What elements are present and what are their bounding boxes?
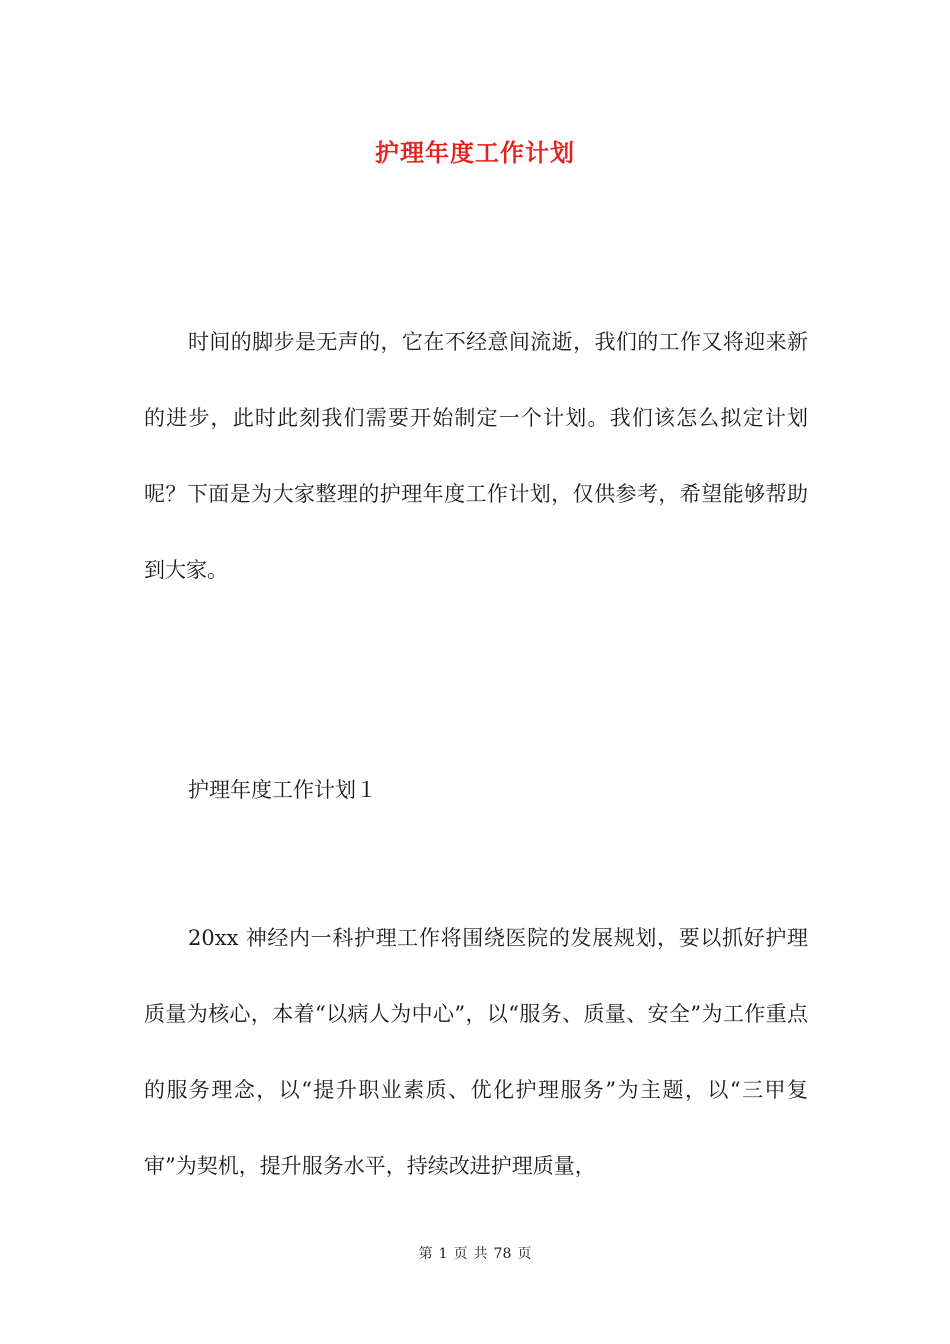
section-heading: 护理年度工作计划１ [188, 778, 377, 802]
footer-suffix: 页 [517, 1246, 532, 1262]
footer-total-word: 共 [473, 1246, 488, 1262]
footer-prefix: 第 [418, 1246, 433, 1262]
footer-total-pages: 78 [493, 1246, 512, 1262]
page-footer [0, 1242, 950, 1266]
document-title: 护理年度工作计划 [375, 138, 575, 167]
footer-current-page: 1 [438, 1246, 448, 1262]
intro-paragraph: 时间的脚步是无声的，它在不经意间流逝，我们的工作又将迎来新的进步，此时此刻我们需要开始制定一个计划。我们该怎么拟定计划呢？下面是为大家整理的护理年度工作计划，仅供参考，希望能够帮助到大家。 [144, 330, 808, 582]
section-body-paragraph: 20xx 神经内一科护理工作将围绕医院的发展规划，要以抓好护理质量为核心，本着“以病人为中心”，以“服务、质量、安全”为工作重点的服务理念，以“提升职业素质、优化护理服务”为主题，以“三甲复审”为契机，提升服务水平，持续改进护理质量， [144, 926, 808, 1178]
footer-page-word: 页 [453, 1246, 468, 1262]
